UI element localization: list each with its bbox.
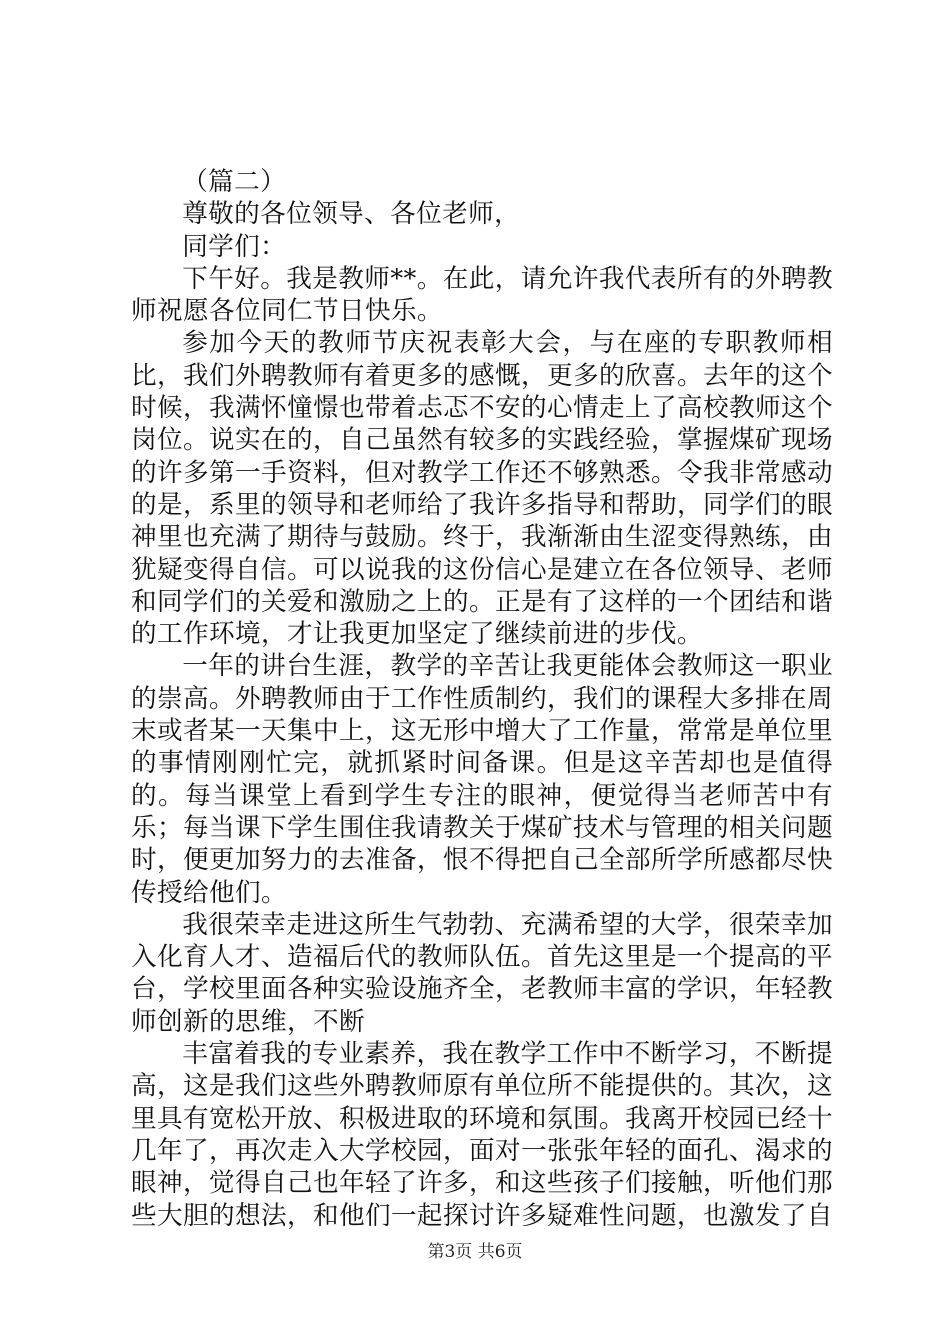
document-body [131, 166, 833, 1232]
salutation-line: 同学们： [182, 231, 287, 262]
salutation-line: 尊敬的各位领导、各位老师， [182, 199, 521, 230]
body-paragraph: 丰富着我的专业素养，我在教学工作中不断学习，不断提高，这是我们这些外聘教师原有单位所不能提供的。其次，这里具有宽松开放、积极进取的环境和氛围。我离开校园已经十几年了，再次走入大学校园，面对一张张年轻的面孔、渴求的眼神，觉得自己也年轻了许多，和这些孩子们接触，听他们那些大胆的想法，和他们一起探讨许多疑难性问题，也激发了自 [131, 1039, 833, 1231]
body-paragraph: 一年的讲台生涯，教学的辛苦让我更能体会教师这一职业的崇高。外聘教师由于工作性质制约，我们的课程大多排在周末或者某一天集中上，这无形中增大了工作量，常常是单位里的事情刚刚忙完，就抓紧时间备课。但是这辛苦却也是值得的。每当课堂上看到学生专注的眼神，便觉得当老师苦中有乐；每当课下学生围住我请教关于煤矿技术与管理的相关问题时，便更加努力的去准备，恨不得把自己全部所学所感都尽快传授给他们。 [131, 651, 833, 908]
body-paragraph: 参加今天的教师节庆祝表彰大会，与在座的专职教师相比，我们外聘教师有着更多的感慨，更多的欣喜。去年的这个时候，我满怀憧憬也带着忐忑不安的心情走上了高校教师这个岗位。说实在的，自己虽然有较多的实践经验，掌握煤矿现场的许多第一手资料，但对教学工作还不够熟悉。令我非常感动的是，系里的领导和老师给了我许多指导和帮助，同学们的眼神里也充满了期待与鼓励。终于，我渐渐由生涩变得熟练，由犹疑变得自信。可以说我的这份信心是建立在各位领导、老师和同学们的关爱和激励之上的。正是有了这样的一个团结和谐的工作环境，才让我更加坚定了继续前进的步伐。 [131, 328, 833, 650]
body-paragraph: 我很荣幸走进这所生气勃勃、充满希望的大学，很荣幸加入化育人才、造福后代的教师队伍。首先这里是一个提高的平台，学校里面各种实验设施齐全，老教师丰富的学识，年轻教师创新的思维，不断 [131, 909, 833, 1037]
page-footer [0, 1241, 950, 1263]
page-number-label: 第3页 共6页 [427, 1242, 523, 1262]
body-paragraph: 下午好。我是教师**。在此，请允许我代表所有的外聘教师祝愿各位同仁节日快乐。 [131, 263, 833, 327]
section-heading: （篇二） [182, 167, 287, 197]
